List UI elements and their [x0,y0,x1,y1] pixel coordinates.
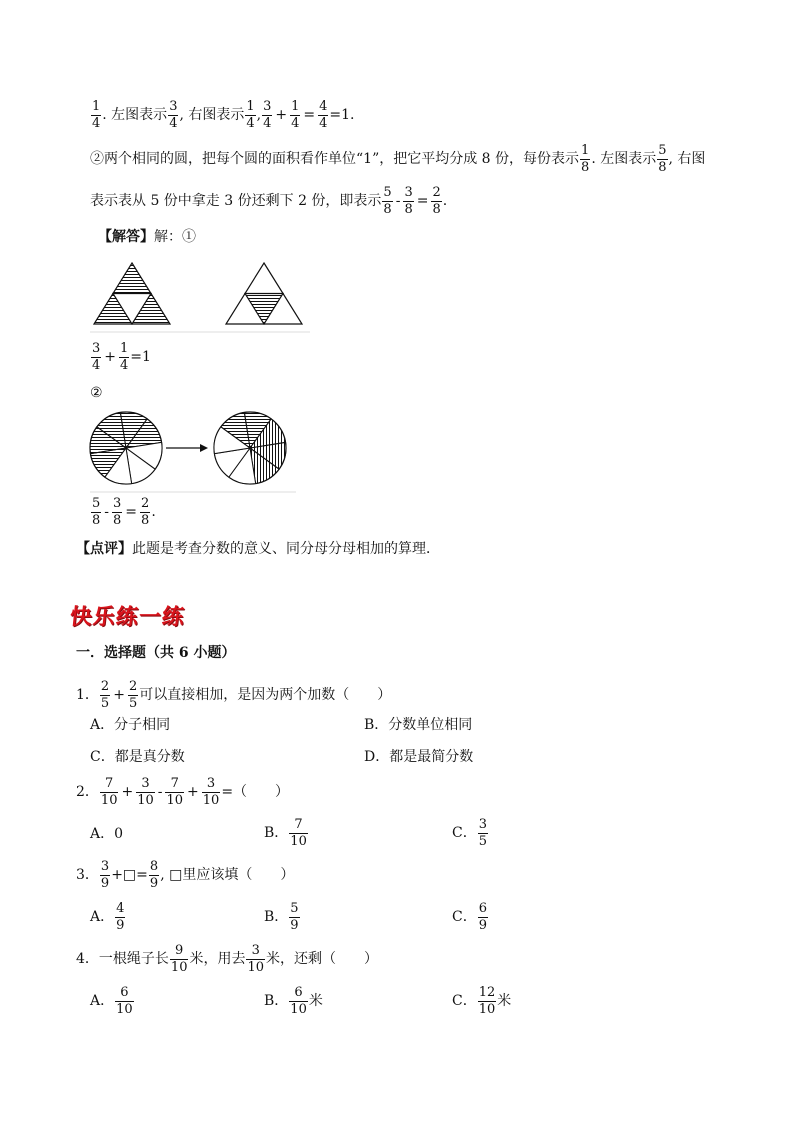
answer-circle-mark: ② [90,385,103,401]
fraction: $\frac{5}{8}$ [658,143,667,175]
fraction: $\frac{4}{4}$ [319,99,328,131]
fraction: $\frac{3}{8}$ [113,496,122,528]
fraction: $\frac{3}{8}$ [404,185,413,217]
answer-label-line: 【解答】 解：① [98,229,196,245]
fraction: $\frac{1}{4}$ [120,341,129,373]
fraction: $\frac{1}{4}$ [92,99,101,131]
option-3b[interactable]: B． $\frac{5}{9}$ [264,901,299,933]
fraction: $\frac{4}{9}$ [116,901,125,933]
fraction: $\frac{1}{4}$ [291,99,300,131]
option-4c[interactable]: C． $\frac{12}{10}$ 米 [452,985,512,1017]
option-4a[interactable]: A． $\frac{6}{10}$ [90,985,133,1017]
fraction: $\frac{5}{8}$ [383,185,392,217]
fraction: $\frac{2}{5}$ [100,679,110,711]
answer-equation-1: $\frac{3}{4}$ + $\frac{1}{4}$ =1 [92,341,151,373]
fraction: $\frac{8}{9}$ [149,859,159,891]
option-2c[interactable]: C． $\frac{3}{5}$ [452,817,487,849]
fraction: $\frac{6}{10}$ [290,985,307,1017]
fraction: $\frac{1}{4}$ [246,99,255,131]
question-1: 1． $\frac{2}{5}$ + $\frac{2}{5}$ 可以直接相加，是因为两个加数（ ） [76,679,392,711]
section-title: 快乐练一练 [68,604,187,630]
explanation-line-3: 表示表从 5 份中拿走 3 份还剩下 2 份，即表示 $\frac{5}{8}$ - $\frac{3}{8}$ = $\frac{2}{8}$ . [90,185,448,217]
fraction: $\frac{7}{10}$ [290,817,307,849]
fraction: $\frac{2}{8}$ [141,496,150,528]
fraction: $\frac{3}{9}$ [100,859,110,891]
fraction: $\frac{1}{8}$ [581,143,590,175]
fraction: $\frac{6}{9}$ [478,901,487,933]
triangles-figure [90,258,310,334]
fraction: $\frac{5}{8}$ [92,496,101,528]
fraction: $\frac{3}{10}$ [247,943,265,975]
option-2b[interactable]: B． $\frac{7}{10}$ [264,817,307,849]
fraction: $\frac{3}{10}$ [202,776,220,808]
fraction: $\frac{3}{4}$ [92,341,101,373]
fraction: $\frac{3}{10}$ [137,776,154,808]
fraction: $\frac{7}{10}$ [166,776,184,808]
question-3: 3． $\frac{3}{9}$ +□= $\frac{8}{9}$ , □里应该填（ ） [76,859,295,891]
fraction: $\frac{7}{10}$ [100,776,118,808]
explanation-line-2: ②两个相同的圆，把每个圆的面积看作单位“1”，把它平均分成 8 份，每份表示 $\frac{1}{8}$ . 左图表示 $\frac{5}{8}$ , 右图 [90,143,706,175]
option-3a[interactable]: A． $\frac{4}{9}$ [90,901,125,933]
answer-equation-2: $\frac{5}{8}$ - $\frac{3}{8}$ = $\frac{2}{8}$ . [92,496,156,528]
option-1b[interactable]: B．分数单位相同 [364,717,473,733]
circles-figure [90,404,296,494]
fraction: $\frac{3}{4}$ [263,99,272,131]
fraction: $\frac{3}{5}$ [478,817,487,849]
question-4: 4． 一根绳子长 $\frac{9}{10}$ 米，用去 $\frac{3}{10}$ 米，还剩（ ） [76,943,379,975]
fraction: $\frac{12}{10}$ [478,985,496,1017]
fraction: $\frac{2}{8}$ [432,185,441,217]
fraction: $\frac{3}{4}$ [169,99,178,131]
option-4b[interactable]: B． $\frac{6}{10}$ 米 [264,985,323,1017]
option-1c[interactable]: C．都是真分数 [90,749,185,765]
fraction: $\frac{9}{10}$ [170,943,188,975]
question-2: 2． $\frac{7}{10}$ + $\frac{3}{10}$ - $\frac{7}{10}$ + $\frac{3}{10}$ =（ ） [76,776,290,808]
fraction: $\frac{2}{5}$ [128,679,138,711]
fraction: $\frac{6}{10}$ [116,985,133,1017]
comment-line: 【点评】 此题是考查分数的意义、同分母分母相加的算理． [76,541,440,557]
option-3c[interactable]: C． $\frac{6}{9}$ [452,901,487,933]
option-1a[interactable]: A．分子相同 [90,717,171,733]
explanation-line-1: $\frac{1}{4}$ . 左图表示 $\frac{3}{4}$ , 右图表示 $\frac{1}{4}$ , $\frac{3}{4}$ + $\frac{1}{4}$ = $\frac{4}{4}$ =1. [92,99,355,131]
section-heading: 一．选择题（共 6 小题） [76,645,236,661]
option-2a[interactable]: A．0 [90,826,124,842]
fraction: $\frac{5}{9}$ [290,901,299,933]
option-1d[interactable]: D．都是最简分数 [364,749,474,765]
